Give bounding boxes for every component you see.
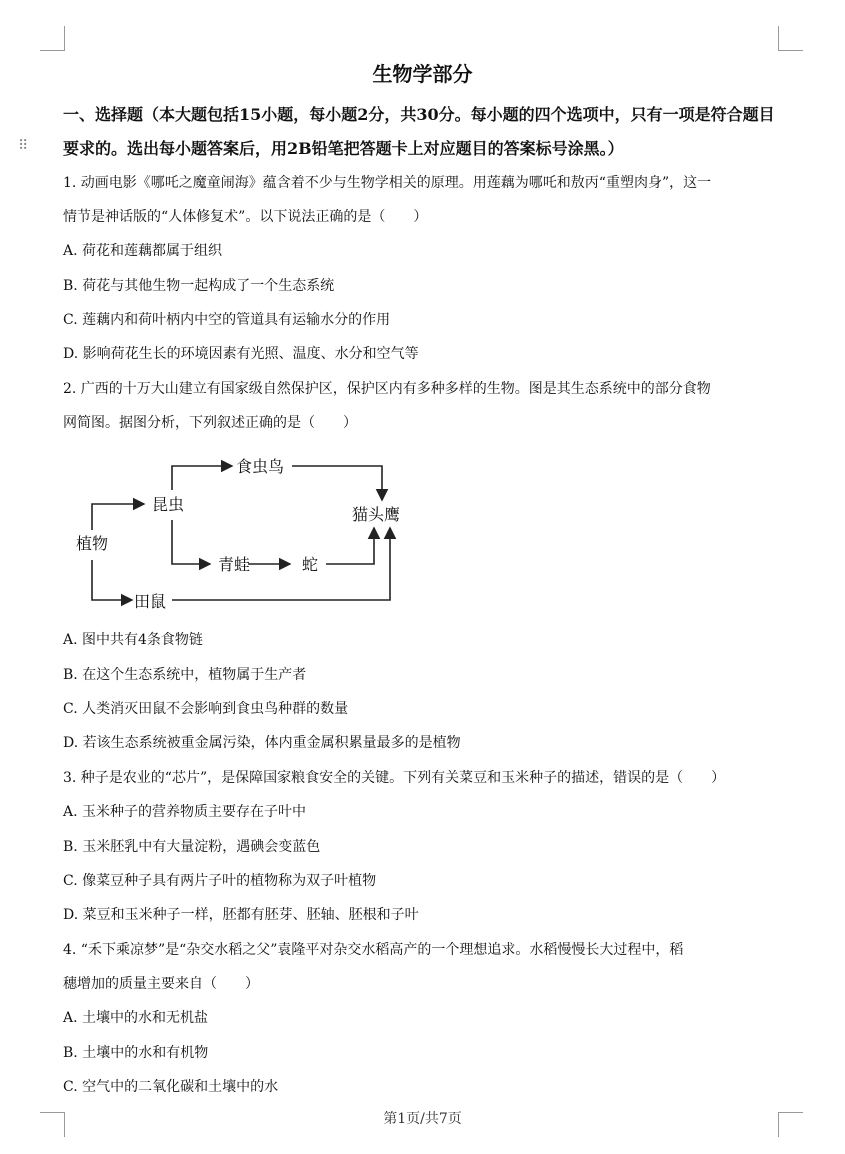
drag-handle-icon[interactable]: ⠿ bbox=[18, 138, 27, 154]
q2-stem-line-2: 网简图。据图分析，下列叙述正确的是（ ） bbox=[63, 415, 357, 431]
node-insectivorous-bird: 食虫鸟 bbox=[236, 457, 285, 476]
node-owl: 猫头鹰 bbox=[352, 505, 401, 524]
q3-option-d: D. 菜豆和玉米种子一样，胚都有胚芽、胚轴、胚根和子叶 bbox=[63, 907, 419, 923]
section-heading: 一、选择题（本大题包括15小题，每小题2分，共30分。每小题的四个选项中，只有一项是符合题目要求的。选出每小题答案后，用2B铅笔把答题卡上对应题目的答案标号涂黑。） bbox=[63, 105, 775, 158]
food-web-diagram bbox=[60, 448, 420, 613]
q2-stem-line-1: 2. 广西的十万大山建立有国家级自然保护区，保护区内有多种多样的生物。图是其生态系统中的部分食物 bbox=[63, 381, 711, 397]
crop-mark-top-left bbox=[40, 26, 65, 51]
q1-option-b: B. 荷花与其他生物一起构成了一个生态系统 bbox=[63, 278, 335, 294]
q4-stem-line-2: 穗增加的质量主要来自（ ） bbox=[63, 976, 259, 992]
q1-option-c: C. 莲藕内和荷叶柄内中空的管道具有运输水分的作用 bbox=[63, 312, 391, 328]
q1-option-d: D. 影响荷花生长的环境因素有光照、温度、水分和空气等 bbox=[63, 346, 419, 362]
crop-mark-top-right bbox=[778, 26, 803, 51]
q1-stem-line-2: 情节是神话版的“人体修复术”。以下说法正确的是（ ） bbox=[63, 209, 428, 225]
node-plant: 植物 bbox=[76, 534, 109, 553]
node-frog: 青蛙 bbox=[218, 555, 251, 574]
node-field-mouse: 田鼠 bbox=[134, 592, 167, 611]
q4-option-c: C. 空气中的二氧化碳和土壤中的水 bbox=[63, 1079, 279, 1095]
q4-option-a: A. 土壤中的水和无机盐 bbox=[63, 1010, 209, 1026]
q2-option-b: B. 在这个生态系统中，植物属于生产者 bbox=[63, 667, 307, 683]
q3-stem-line-1: 3. 种子是农业的“芯片”，是保障国家粮食安全的关键。下列有关菜豆和玉米种子的描述，错误的是（ ） bbox=[63, 770, 726, 786]
node-snake: 蛇 bbox=[302, 555, 319, 574]
q2-option-a: A. 图中共有4条食物链 bbox=[63, 632, 203, 648]
q4-stem-line-1: 4. “禾下乘凉梦”是“杂交水稻之父”袁隆平对杂交水稻高产的一个理想追求。水稻慢慢长大过程中，稻 bbox=[63, 942, 684, 958]
q1-stem-line-1: 1. 动画电影《哪吒之魔童闹海》蕴含着不少与生物学相关的原理。用莲藕为哪吒和敖丙“重塑肉身”，这一 bbox=[63, 175, 712, 191]
q4-option-b: B. 土壤中的水和有机物 bbox=[63, 1045, 209, 1061]
page-footer: 第1页/共7页 bbox=[383, 1111, 462, 1127]
page-title: 生物学部分 bbox=[372, 62, 473, 86]
q2-option-c: C. 人类消灭田鼠不会影响到食虫鸟种群的数量 bbox=[63, 701, 349, 717]
node-insect: 昆虫 bbox=[152, 495, 185, 514]
q3-option-b: B. 玉米胚乳中有大量淀粉，遇碘会变蓝色 bbox=[63, 839, 321, 855]
q2-option-d: D. 若该生态系统被重金属污染，体内重金属积累量最多的是植物 bbox=[63, 735, 461, 751]
q3-option-a: A. 玉米种子的营养物质主要存在子叶中 bbox=[63, 804, 307, 820]
q1-option-a: A. 荷花和莲藕都属于组织 bbox=[63, 243, 223, 259]
q3-option-c: C. 像菜豆种子具有两片子叶的植物称为双子叶植物 bbox=[63, 873, 377, 889]
